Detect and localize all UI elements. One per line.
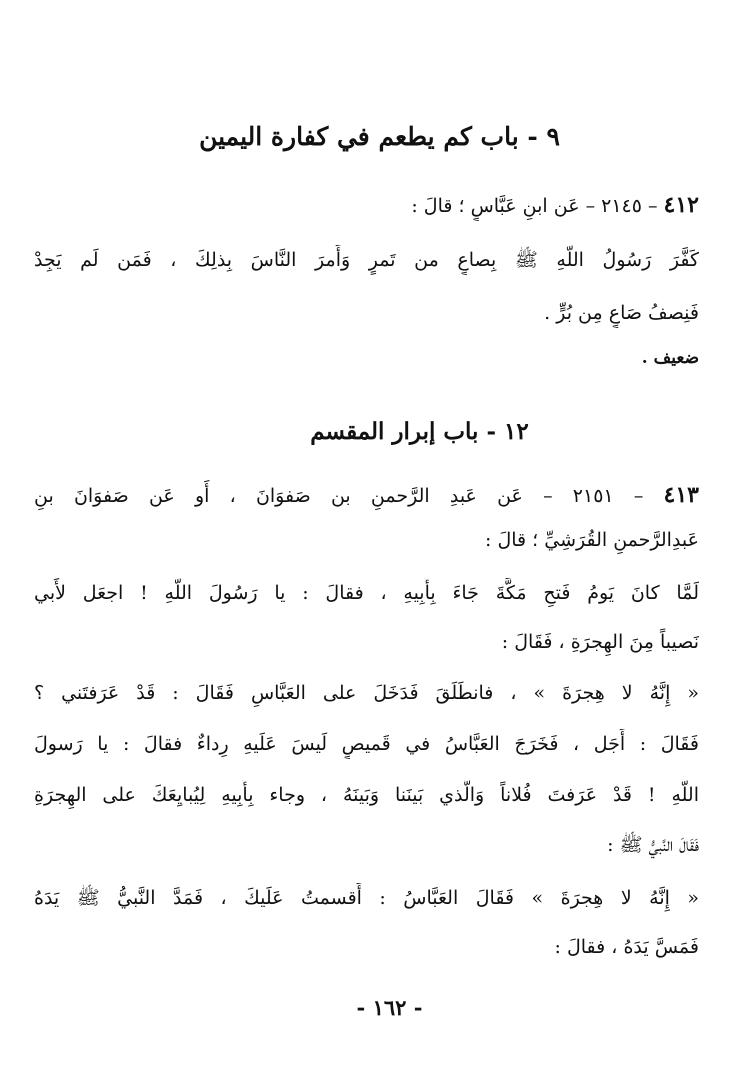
hadith-number: ٤١٣ bbox=[663, 482, 699, 508]
hadith-413-text-line: فَقَالَ النَّبيُّ ﷺ : bbox=[607, 834, 699, 856]
hadith-412-text-line: فَنِصفُ صَاعٍ مِن بُرٍّ . bbox=[544, 302, 699, 324]
hadith-413-text-line: « إِنَّهُ لا هِجرَةَ » فَقَالَ العَبَّاسُ : أَقسمتُ عَلَيكَ ، فَمَدَّ النَّبيُّ ﷺ يَدَهُ bbox=[34, 887, 699, 909]
hadith-413-text-line: نَصيباً مِنَ الهِجرَةِ ، فَقَالَ : bbox=[501, 631, 699, 653]
page-number: - ١٦٢ - bbox=[356, 995, 423, 1020]
hadith-413-text-line: فَمَسَّ يَدَهُ ، فقالَ : bbox=[554, 936, 699, 958]
hadith-413-text-line: عَبدِالرَّحمنِ القُرَشِيِّ ؛ قالَ : bbox=[485, 529, 699, 551]
hadith-412-text-line: كَفَّرَ رَسُولُ اللّهِ ﷺ بِصاعٍ من تَمرٍ وَأَمرَ النَّاسَ بِذلِكَ ، فَمَن لَم يَجِدْ bbox=[34, 249, 699, 271]
hadith-412-header bbox=[34, 190, 699, 221]
chapter-heading-12: ١٢ - باب إبرار المقسم bbox=[310, 418, 529, 445]
hadith-413-text-line: لَمَّا كانَ يَومُ فَتحِ مَكَّةَ جَاءَ بِأَبِيهِ ، فقالَ : يا رَسُولَ اللّهِ ! اجعَل لأَبي bbox=[34, 582, 699, 604]
hadith-grade: ضعيف . bbox=[641, 348, 699, 368]
hadith-413-header bbox=[34, 480, 699, 511]
hadith-narrator: – ٢١٤٥ – عَن ابنِ عَبَّاسٍ ؛ قالَ : bbox=[411, 195, 664, 217]
chapter-heading-9: ٩ - باب كم يطعم في كفارة اليمين bbox=[199, 122, 560, 151]
hadith-number: ٤١٢ bbox=[663, 192, 699, 218]
hadith-413-text-line: اللّهِ ! قَدْ عَرَفتَ فُلاناً وَالَّذي بَينَنا وَبَينَهُ ، وجاء بِأَبِيهِ لِيُبايِعَكَ على الهِجرَةِ bbox=[34, 784, 699, 806]
hadith-narrator: – ٢١٥١ – عَن عَبدِ الرَّحمنِ بن صَفوَانَ ، أَو عَن صَفوَانَ بنِ bbox=[34, 485, 664, 507]
hadith-413-text-line: « إِنَّهُ لا هِجرَةَ » ، فانطَلَقَ فَدَخَلَ على العَبَّاسِ فَقَالَ : قَدْ عَرَفتَني ؟ bbox=[34, 682, 699, 704]
hadith-413-text-line: فَقَالَ : أَجَل ، فَخَرَجَ العَبَّاسُ في قَميصٍ لَيسَ عَلَيهِ رِداءٌ فقالَ : يا رَسولَ bbox=[34, 733, 699, 755]
